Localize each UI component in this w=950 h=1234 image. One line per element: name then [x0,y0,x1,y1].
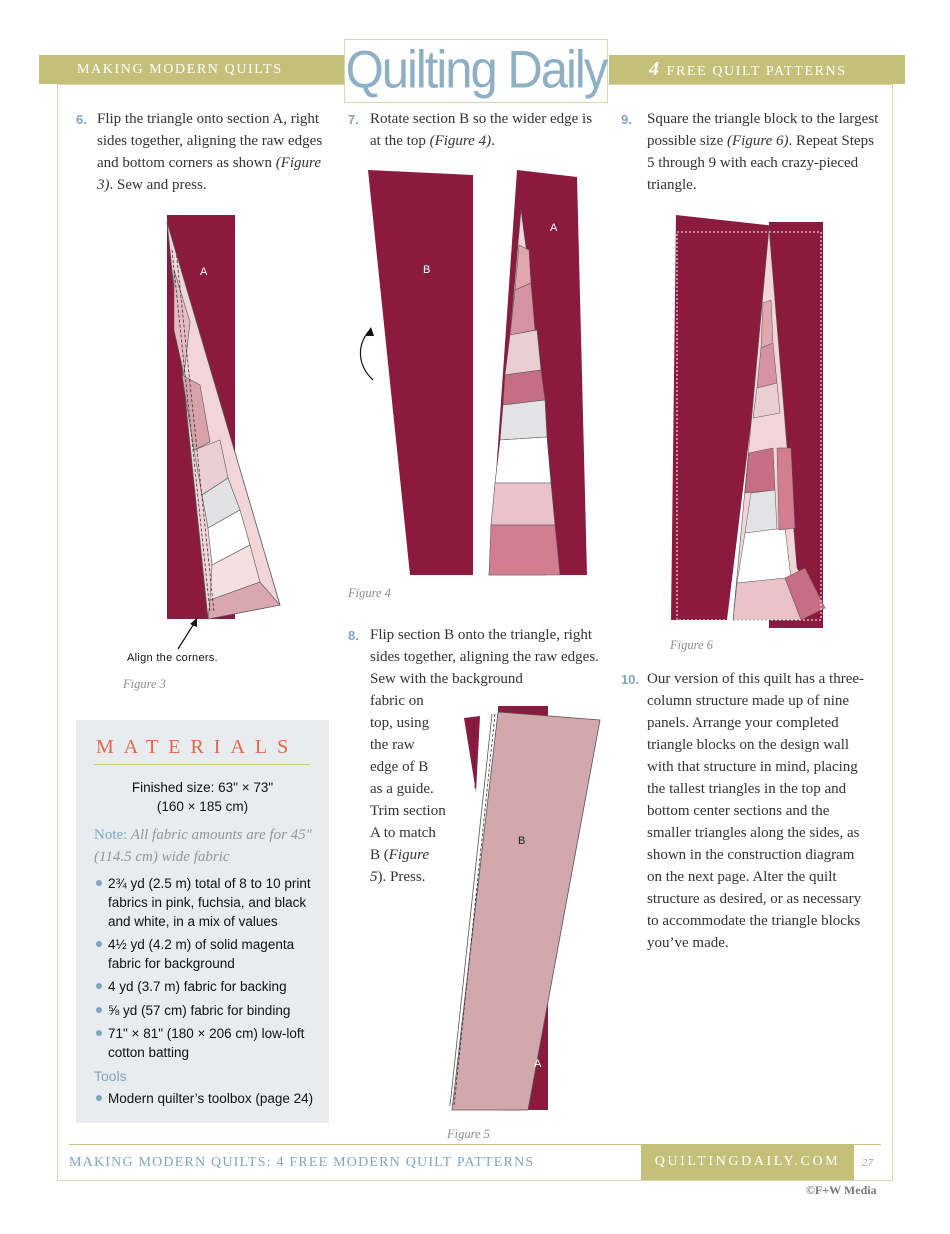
rotate-arrow-icon [360,331,373,380]
step-10-number: 10. [621,672,640,687]
bullet-icon [96,1007,102,1013]
materials-item: ⅝ yd (57 cm) fabric for binding [108,1003,291,1018]
step-8-line: Trim section [370,803,446,819]
figure-4-label-a: A [550,222,558,234]
step-8-line: A to match [370,825,436,841]
note-text: All fabric amounts are for 45" (114.5 cm) wide fabric [94,827,312,865]
header-right-number: 4 [649,58,661,80]
step-9-text [647,108,883,196]
step-7-number: 7. [348,112,359,127]
materials-note [94,824,316,868]
logo-box[interactable] [344,39,608,103]
step-6-text [97,108,333,196]
step-6-number: 6. [76,112,87,127]
figure-5-label-a: A [534,1058,542,1070]
step-7-body: Rotate section B so the wider edge is at the top [370,111,593,149]
step-7-text [370,108,606,152]
figure-3-caption: Figure 3 [123,677,166,691]
step-8-ref-pre: B ( [370,847,389,863]
step-8-line: edge of B [370,759,429,775]
step-8-text: Flip section B onto the triangle, right sides together, aligning the raw edges. Sew with the background [370,627,599,687]
finished-size: Finished size: 63" × 73" [131,780,274,795]
bullet-icon [96,941,102,947]
materials-item: 71" × 81" (180 × 206 cm) low-loft cotton batting [108,1026,305,1060]
step-9-number: 9. [621,112,632,127]
arrow-icon [175,616,201,652]
step-8-line: as a guide. [370,781,434,797]
figure-3-diagram [160,210,290,630]
header-right-label: FREE QUILT PATTERNS [666,64,847,79]
step-9-body: Square the triangle block to the largest possible size [647,111,879,149]
align-corners-note: Align the corners. [127,652,218,664]
step-8-end: ). Press. [377,869,426,885]
step-8-line: fabric on [370,693,424,709]
materials-box [76,720,329,1123]
figure-4-caption: Figure 4 [348,586,391,600]
header-left-band [39,55,346,84]
page-number: 27 [862,1157,873,1169]
step-6-figure-ref: (Figure 3) [97,155,321,193]
bullet-icon [96,880,102,886]
step-8-line: the raw [370,737,415,753]
note-label: Note: [94,827,128,843]
materials-title: MATERIALS [96,736,299,758]
materials-item: 4½ yd (4.2 m) of solid magenta fabric for background [108,937,295,971]
footer-site-link[interactable]: QUILTINGDAILY.COM [641,1144,854,1180]
footer-title: MAKING MODERN QUILTS: 4 FREE MODERN QUILT PATTERNS [69,1155,535,1170]
finished-size-metric: (160 × 185 cm) [156,799,249,814]
tools-heading: Tools [94,1068,127,1084]
figure-5-diagram [440,700,610,1120]
figure-5-trim [464,716,480,792]
copyright: ©F+W Media [806,1183,877,1197]
step-10-text: Our version of this quilt has a three-column structure made up of nine panels. Arrange your completed triangle blocks on the design wall with that structure in mind, placing the tallest triangles in the top and bottom center sections and the smaller triangles along the sides, as shown in the construction diagram on the next page. Alter the quilt structure as desired, or as necessary to accommodate the triangle blocks you’ve made. [647,671,865,951]
figure-6-caption: Figure 6 [670,638,713,652]
header-right-band [609,55,905,84]
figure-6-diagram [665,208,835,633]
figure-5-label-b: B [518,835,526,847]
materials-rule [94,764,310,765]
header-left-label: MAKING MODERN QUILTS [77,62,283,77]
bullet-icon [96,983,102,989]
figure-5-caption: Figure 5 [447,1127,490,1141]
figure-4-section-b [368,170,473,575]
tools-item: Modern quilter’s toolbox (page 24) [108,1091,314,1106]
step-8-figure-num: 5 [370,869,378,885]
step-6-body: Flip the triangle onto section A, right sides together, aligning the raw edges and bottom corners as shown [97,111,323,171]
step-6-end: . Sew and press. [109,177,207,193]
step-8-line: top, using [370,715,430,731]
step-9-end: . Repeat Steps 5 through 9 with each crazy-pieced triangle. [647,133,874,193]
step-8-number: 8. [348,628,359,643]
materials-item: 2¾ yd (2.5 m) total of 8 to 10 print fabrics in pink, fuchsia, and black and white, in a mix of values [108,876,311,929]
figure-4-diagram [355,165,595,585]
step-7-figure-ref: (Figure 4) [429,133,492,149]
bullet-icon [96,1095,102,1101]
quilting-daily-logo[interactable]: Quilting Daily [345,40,607,100]
step-7-end: . [491,133,495,149]
figure-3-label-a: A [200,266,208,278]
step-9-figure-ref: (Figure 6) [727,133,789,149]
figure-4-label-b: B [423,264,431,276]
step-8-figure-ref: Figure [388,847,430,863]
materials-item: 4 yd (3.7 m) fabric for backing [108,979,287,994]
bullet-icon [96,1030,102,1036]
